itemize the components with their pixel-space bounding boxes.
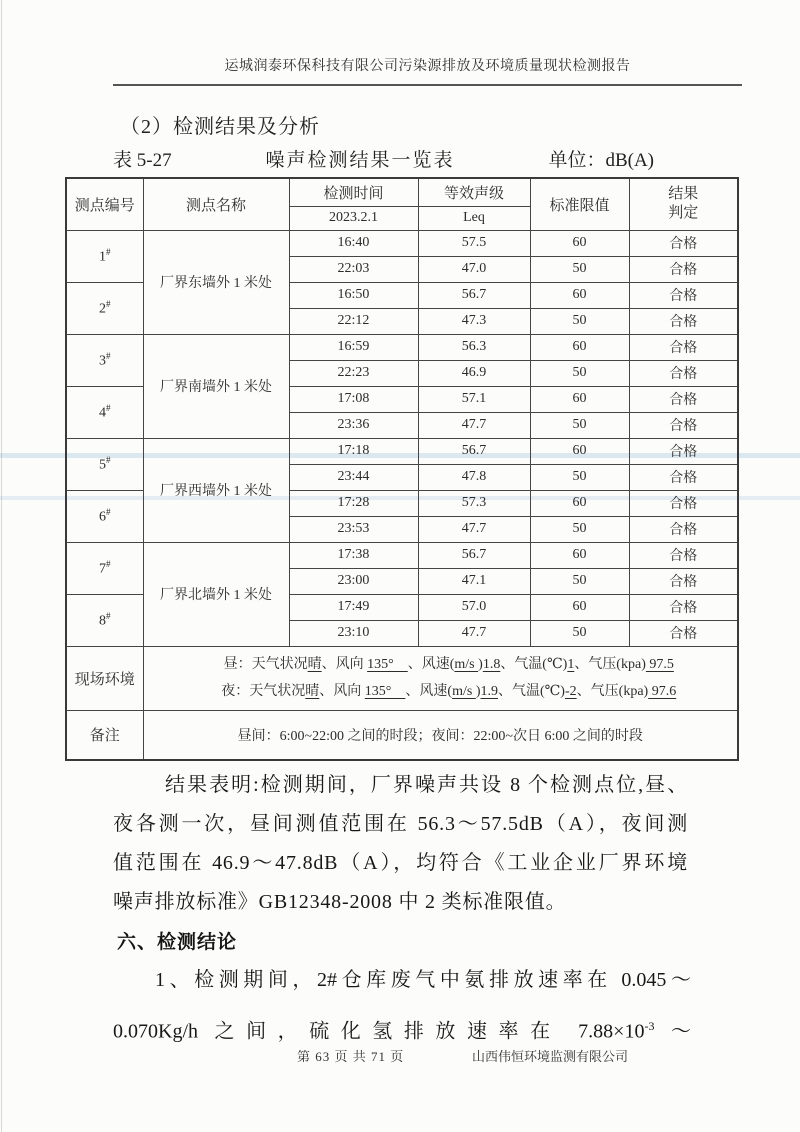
header-point-name: 测点名称 bbox=[143, 178, 289, 230]
table-row bbox=[66, 438, 738, 464]
location-cell: 厂界西墙外 1 米处 bbox=[143, 438, 289, 542]
remark-label: 备注 bbox=[66, 710, 143, 760]
limit-cell: 50 bbox=[530, 360, 629, 386]
point-id-cell: 1# bbox=[66, 230, 143, 282]
location-cell: 厂界南墙外 1 米处 bbox=[143, 334, 289, 438]
time-cell: 17:28 bbox=[289, 490, 418, 516]
limit-cell: 50 bbox=[530, 256, 629, 282]
unit-label: 单位：dB(A) bbox=[548, 150, 654, 171]
header-leq-sub: Leq bbox=[418, 206, 530, 230]
point-id-cell: 6# bbox=[66, 490, 143, 542]
leq-cell: 57.3 bbox=[418, 490, 530, 516]
scan-page-edge bbox=[1, 0, 2, 1132]
leq-cell: 56.7 bbox=[418, 282, 530, 308]
point-id-cell: 7# bbox=[66, 542, 143, 594]
time-cell: 17:38 bbox=[289, 542, 418, 568]
time-cell: 16:50 bbox=[289, 282, 418, 308]
conclusion-heading: 六、检测结论 bbox=[117, 932, 238, 953]
time-cell: 16:40 bbox=[289, 230, 418, 256]
time-cell: 17:49 bbox=[289, 594, 418, 620]
header-date: 2023.2.1 bbox=[289, 206, 418, 230]
result-cell: 合格 bbox=[629, 308, 738, 334]
leq-cell: 47.7 bbox=[418, 516, 530, 542]
time-cell: 23:00 bbox=[289, 568, 418, 594]
table-number: 表 5-27 bbox=[113, 150, 172, 171]
time-cell: 23:53 bbox=[289, 516, 418, 542]
leq-cell: 47.7 bbox=[418, 620, 530, 646]
time-cell: 23:10 bbox=[289, 620, 418, 646]
time-cell: 23:44 bbox=[289, 464, 418, 490]
result-cell: 合格 bbox=[629, 256, 738, 282]
result-cell: 合格 bbox=[629, 490, 738, 516]
footer-company: 山西伟恒环境监测有限公司 bbox=[472, 1049, 629, 1064]
environment-label: 现场环境 bbox=[66, 646, 143, 710]
environment-row bbox=[66, 646, 738, 710]
result-cell: 合格 bbox=[629, 360, 738, 386]
report-header: 运城润泰环保科技有限公司污染源排放及环境质量现状检测报告 bbox=[113, 55, 742, 86]
limit-cell: 50 bbox=[530, 516, 629, 542]
point-id-cell: 3# bbox=[66, 334, 143, 386]
header-limit: 标准限值 bbox=[530, 178, 629, 230]
leq-cell: 47.0 bbox=[418, 256, 530, 282]
time-cell: 23:36 bbox=[289, 412, 418, 438]
result-cell: 合格 bbox=[629, 282, 738, 308]
leq-cell: 47.1 bbox=[418, 568, 530, 594]
page-number: 第 63 页 共 71 页 bbox=[297, 1049, 405, 1064]
analysis-line: 结果表明:检测期间，厂界噪声共设 8 个检测点位,昼、 bbox=[165, 774, 688, 796]
result-cell: 合格 bbox=[629, 464, 738, 490]
analysis-paragraph bbox=[113, 766, 688, 922]
leq-cell: 57.1 bbox=[418, 386, 530, 412]
leq-cell: 56.3 bbox=[418, 334, 530, 360]
limit-cell: 60 bbox=[530, 490, 629, 516]
result-cell: 合格 bbox=[629, 620, 738, 646]
result-cell: 合格 bbox=[629, 438, 738, 464]
time-cell: 22:23 bbox=[289, 360, 418, 386]
time-cell: 22:03 bbox=[289, 256, 418, 282]
limit-cell: 60 bbox=[530, 230, 629, 256]
environment-day-line: 昼：天气状况晴、风向 135° 、风速(m/s )1.8、气温(℃)1、气压(kpa) 97.5 bbox=[223, 657, 674, 672]
leq-cell: 47.3 bbox=[418, 308, 530, 334]
limit-cell: 50 bbox=[530, 412, 629, 438]
analysis-line: 值范围在 46.9～47.8dB（A），均符合《工业企业厂界环境 bbox=[113, 852, 688, 874]
location-cell: 厂界北墙外 1 米处 bbox=[143, 542, 289, 646]
time-cell: 17:18 bbox=[289, 438, 418, 464]
remark-text: 昼间：6:00~22:00 之间的时段；夜间：22:00~次日 6:00 之间的时段 bbox=[143, 710, 738, 760]
leq-cell: 57.5 bbox=[418, 230, 530, 256]
result-cell: 合格 bbox=[629, 334, 738, 360]
limit-cell: 50 bbox=[530, 308, 629, 334]
leq-cell: 47.7 bbox=[418, 412, 530, 438]
result-cell: 合格 bbox=[629, 230, 738, 256]
point-id-cell: 5# bbox=[66, 438, 143, 490]
section-title: （2）检测结果及分析 bbox=[120, 116, 320, 138]
point-id-cell: 2# bbox=[66, 282, 143, 334]
result-cell: 合格 bbox=[629, 516, 738, 542]
limit-cell: 50 bbox=[530, 568, 629, 594]
leq-cell: 57.0 bbox=[418, 594, 530, 620]
result-cell: 合格 bbox=[629, 386, 738, 412]
header-result: 结果 判定 bbox=[629, 178, 738, 230]
leq-cell: 46.9 bbox=[418, 360, 530, 386]
header-leq: 等效声级 bbox=[418, 178, 530, 206]
limit-cell: 60 bbox=[530, 594, 629, 620]
analysis-line: 夜各测一次，昼间测值范围在 56.3～57.5dB（A），夜间测 bbox=[113, 813, 688, 835]
point-id-cell: 8# bbox=[66, 594, 143, 646]
result-cell: 合格 bbox=[629, 594, 738, 620]
location-cell: 厂界东墙外 1 米处 bbox=[143, 230, 289, 334]
limit-cell: 60 bbox=[530, 282, 629, 308]
result-cell: 合格 bbox=[629, 412, 738, 438]
leq-cell: 56.7 bbox=[418, 438, 530, 464]
time-cell: 16:59 bbox=[289, 334, 418, 360]
environment-night-line: 夜：天气状况晴、风向 135° 、风速(m/s )1.9、气温(℃)-2、气压(kpa) 97.6 bbox=[221, 684, 677, 699]
leq-cell: 56.7 bbox=[418, 542, 530, 568]
limit-cell: 60 bbox=[530, 438, 629, 464]
conclusion-paragraph bbox=[113, 957, 691, 1055]
limit-cell: 60 bbox=[530, 334, 629, 360]
analysis-line: 噪声排放标准》GB12348-2008 中 2 类标准限值。 bbox=[113, 891, 567, 913]
table-header-row bbox=[66, 178, 738, 206]
environment-conditions bbox=[143, 646, 738, 710]
table-row bbox=[66, 230, 738, 256]
remark-row bbox=[66, 710, 738, 760]
time-cell: 17:08 bbox=[289, 386, 418, 412]
header-point-id: 测点编号 bbox=[66, 178, 143, 230]
limit-cell: 50 bbox=[530, 464, 629, 490]
limit-cell: 50 bbox=[530, 620, 629, 646]
header-time: 检测时间 bbox=[289, 178, 418, 206]
limit-cell: 60 bbox=[530, 542, 629, 568]
leq-cell: 47.8 bbox=[418, 464, 530, 490]
table-row bbox=[66, 334, 738, 360]
conclusion-line: 1、检测期间，2#仓库废气中氨排放速率在 0.045～ bbox=[155, 969, 691, 991]
noise-results-table bbox=[65, 177, 739, 761]
result-cell: 合格 bbox=[629, 568, 738, 594]
conclusion-line: 0.070Kg/h 之间，硫化氢排放速率在 $7.88\times 10^{-3}$ ～ bbox=[113, 1019, 692, 1043]
time-cell: 22:12 bbox=[289, 308, 418, 334]
limit-cell: 60 bbox=[530, 386, 629, 412]
table-caption bbox=[113, 145, 742, 172]
result-cell: 合格 bbox=[629, 542, 738, 568]
point-id-cell: 4# bbox=[66, 386, 143, 438]
table-row bbox=[66, 542, 738, 568]
table-title: 噪声检测结果一览表 bbox=[265, 150, 455, 171]
